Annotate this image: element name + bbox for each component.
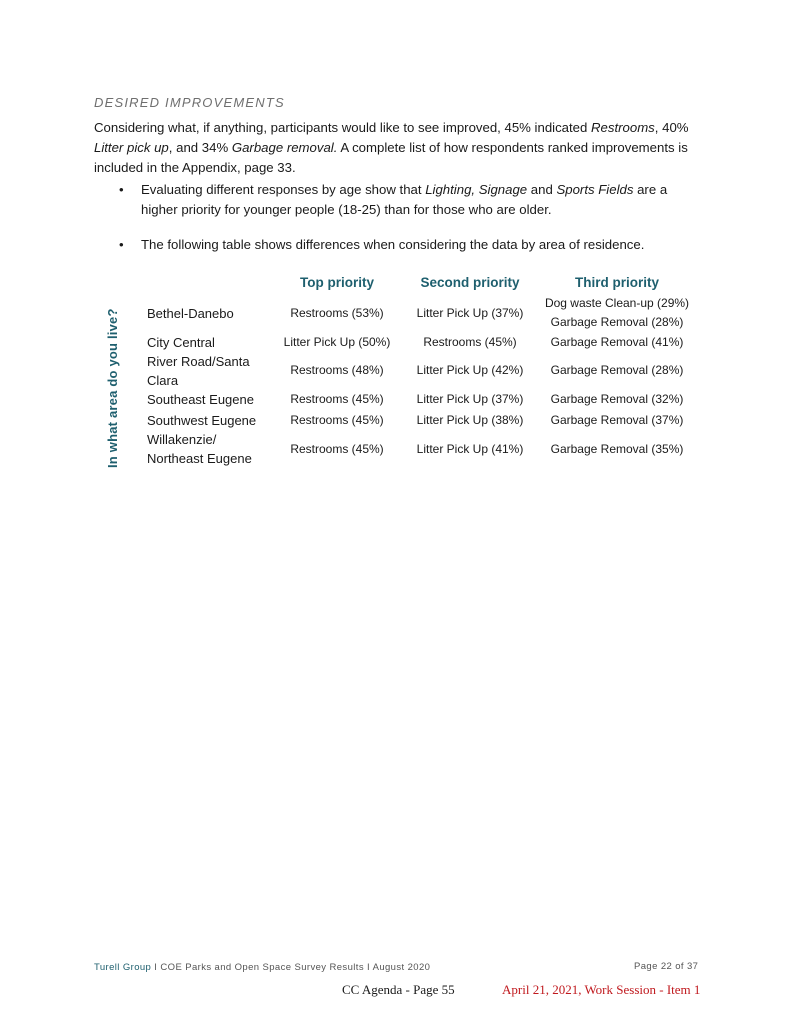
table-cell-second: Litter Pick Up (42%)	[416, 363, 524, 377]
table-cell-top: Restrooms (45%)	[290, 442, 384, 456]
area-bethel-danebo: Bethel-Danebo	[147, 306, 234, 321]
table-cell-second: Litter Pick Up (37%)	[416, 306, 524, 320]
page-footer	[94, 962, 430, 973]
column-header-second-priority: Second priority	[420, 275, 520, 290]
footer-separator: I	[154, 962, 158, 973]
area-willakenzie-line2: Northeast Eugene	[147, 451, 252, 466]
table-cell-third: Garbage Removal (37%)	[550, 413, 684, 427]
table-cell-top: Restrooms (53%)	[290, 306, 384, 320]
table-cell-third: Garbage Removal (28%)	[550, 363, 684, 377]
table-cell-top: Restrooms (48%)	[290, 363, 384, 377]
area-river-road-santa-clara: River Road/Santa	[147, 354, 250, 369]
footer-separator: I	[367, 962, 371, 973]
area-city-central: City Central	[147, 335, 215, 350]
table-cell-second: Restrooms (45%)	[423, 335, 517, 349]
area-river-road-santa-clara-line2: Clara	[147, 373, 179, 388]
bullet-table-intro: • The following table shows differences when considering the data by area of residence.	[119, 235, 699, 255]
section-heading: DESIRED IMPROVEMENTS	[94, 95, 285, 110]
footer-doc-title: COE Parks and Open Space Survey Results	[160, 962, 364, 973]
footer-page-number: Page 22 of 37	[634, 961, 699, 972]
bullet-icon: •	[119, 182, 124, 197]
table-cell-third: Garbage Removal (35%)	[550, 442, 684, 456]
column-header-top-priority: Top priority	[300, 275, 374, 290]
table-cell-third: Garbage Removal (28%)	[550, 315, 684, 329]
table-cell-second: Litter Pick Up (38%)	[416, 413, 524, 427]
footer-date: August 2020	[372, 962, 431, 973]
table-cell-top: Litter Pick Up (50%)	[283, 335, 391, 349]
table-cell-top: Restrooms (45%)	[290, 413, 384, 427]
agenda-session-label: April 21, 2021, Work Session - Item 1	[502, 982, 701, 997]
table-row-axis-label: In what area do you live?	[105, 308, 120, 468]
agenda-page-label: CC Agenda - Page 55	[342, 982, 455, 997]
area-southwest-eugene: Southwest Eugene	[147, 413, 257, 428]
table-cell-second: Litter Pick Up (41%)	[416, 442, 524, 456]
table-cell-top: Restrooms (45%)	[290, 392, 384, 406]
intro-paragraph: Considering what, if anything, participants would like to see improved, 45% indicated Restrooms, 40% Litter pick up, and 34% Garbage removal. A complete list of how respondents ranked improvements is included in the Appendix, page 33.	[94, 120, 689, 175]
bullet-age-priorities: • Evaluating different responses by age show that Lighting, Signage and Sports Fields are a higher priority for younger people (18-25) than for those who are older.	[119, 182, 668, 217]
area-willakenzie: Willakenzie/	[147, 432, 217, 447]
column-header-third-priority: Third priority	[575, 275, 659, 290]
table-cell-third: Dog waste Clean-up (29%)	[544, 296, 690, 310]
bullet-icon: •	[119, 237, 124, 252]
table-cell-third: Garbage Removal (41%)	[550, 335, 684, 349]
area-southeast-eugene: Southeast Eugene	[147, 392, 254, 407]
table-cell-second: Litter Pick Up (37%)	[416, 392, 524, 406]
table-cell-third: Garbage Removal (32%)	[550, 392, 684, 406]
footer-brand: Turell Group	[94, 962, 152, 973]
